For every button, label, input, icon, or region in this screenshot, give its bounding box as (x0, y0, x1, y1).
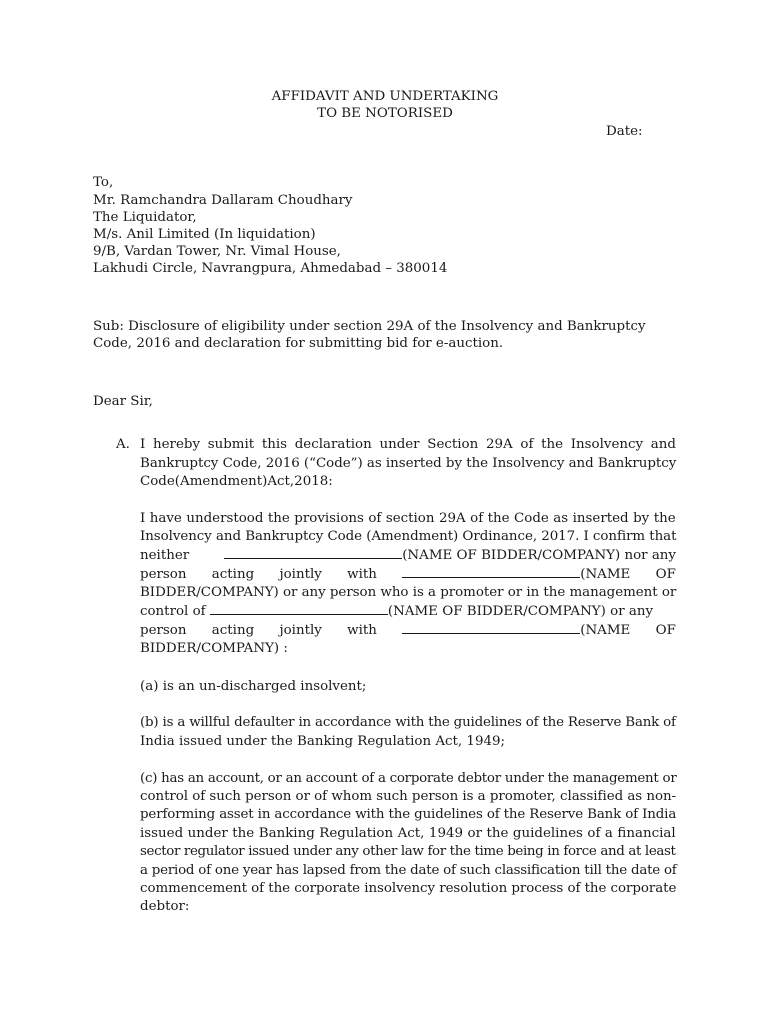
word: with (347, 567, 377, 582)
address-company: M/s. Anil Limited (In liquidation) (93, 227, 316, 242)
address-line-2: Lakhudi Circle, Navrangpura, Ahmedabad – 380014 (93, 261, 448, 276)
word: (NAME (580, 567, 631, 582)
para-2-line-7 (140, 622, 676, 640)
item-c-line-2: control of such person or of whom such person is a promoter, classified as non- (140, 789, 677, 804)
word: (NAME (580, 623, 631, 638)
document-title: AFFIDAVIT AND UNDERTAKING (271, 89, 499, 104)
para-2-line-2: Insolvency and Bankruptcy Code (Amendment) Ordinance, 2017. I confirm that (140, 529, 677, 544)
item-a: (a) is an un-discharged insolvent; (140, 679, 367, 694)
word: person (140, 623, 187, 638)
item-c-line-5: sector regulator issued under any other law for the time being in force and at least (140, 844, 676, 859)
address-line-1: 9/B, Vardan Tower, Nr. Vimal House, (93, 244, 341, 259)
word: person (140, 567, 187, 582)
word: OF (655, 623, 676, 638)
address-role: The Liquidator, (93, 210, 197, 225)
address-to: To, (93, 175, 114, 190)
word: acting (211, 567, 255, 582)
text-bidder-1: (NAME OF BIDDER/COMPANY) nor any (402, 548, 676, 563)
word: OF (655, 567, 676, 582)
item-c-line-7: commencement of the corporate insolvency resolution process of the corporate (140, 881, 677, 896)
word: jointly (279, 623, 322, 638)
section-marker: A. (116, 437, 130, 452)
para-2-line-6 (140, 603, 676, 621)
para-1-line-3: Code(Amendment)Act,2018: (140, 474, 333, 489)
item-c-line-6: a period of one year has lapsed from the date of such classification till the date of (140, 863, 677, 878)
salutation: Dear Sir, (93, 394, 153, 409)
bidder-name-blank-2[interactable] (210, 603, 388, 615)
text-control-of: control of (140, 604, 206, 619)
date-label: Date: (606, 124, 643, 139)
joint-person-blank-2[interactable] (402, 622, 580, 634)
joint-person-blank-1[interactable] (402, 566, 580, 578)
word: jointly (279, 567, 322, 582)
item-c-line-3: performing asset in accordance with the guidelines of the Reserve Bank of India (140, 807, 677, 822)
item-b-line-2: India issued under the Banking Regulation Act, 1949; (140, 734, 506, 749)
para-2-line-4 (140, 566, 676, 584)
address-name: Mr. Ramchandra Dallaram Choudhary (93, 193, 353, 208)
para-1-line-1: I hereby submit this declaration under Section 29A of the Insolvency and (140, 437, 676, 452)
para-2-line-3 (140, 547, 676, 565)
item-c-line-4: issued under the Banking Regulation Act, 1949 or the guidelines of a financial (140, 826, 676, 841)
item-b-line-1: (b) is a willful defaulter in accordance with the guidelines of the Reserve Bank of (140, 715, 676, 730)
item-c-line-1: (c) has an account, or an account of a corporate debtor under the management or (140, 771, 677, 786)
text-bidder-2: (NAME OF BIDDER/COMPANY) or any (387, 604, 654, 619)
word: acting (211, 623, 255, 638)
item-c-line-8: debtor: (140, 899, 190, 914)
text-neither: neither (140, 548, 190, 563)
para-2-line-1: I have understood the provisions of section 29A of the Code as inserted by the (140, 511, 676, 526)
subject-line-2: Code, 2016 and declaration for submitting bid for e-auction. (93, 336, 504, 351)
para-2-line-5: BIDDER/COMPANY) or any person who is a promoter or in the management or (140, 585, 677, 600)
para-1-line-2: Bankruptcy Code, 2016 (“Code”) as inserted by the Insolvency and Bankruptcy (140, 456, 677, 471)
para-2-line-8: BIDDER/COMPANY) : (140, 641, 288, 656)
document-subtitle: TO BE NOTORISED (317, 106, 453, 121)
word: with (347, 623, 377, 638)
subject-line-1: Sub: Disclosure of eligibility under section 29A of the Insolvency and Bankruptcy (93, 319, 646, 334)
bidder-name-blank-1[interactable] (224, 547, 402, 559)
